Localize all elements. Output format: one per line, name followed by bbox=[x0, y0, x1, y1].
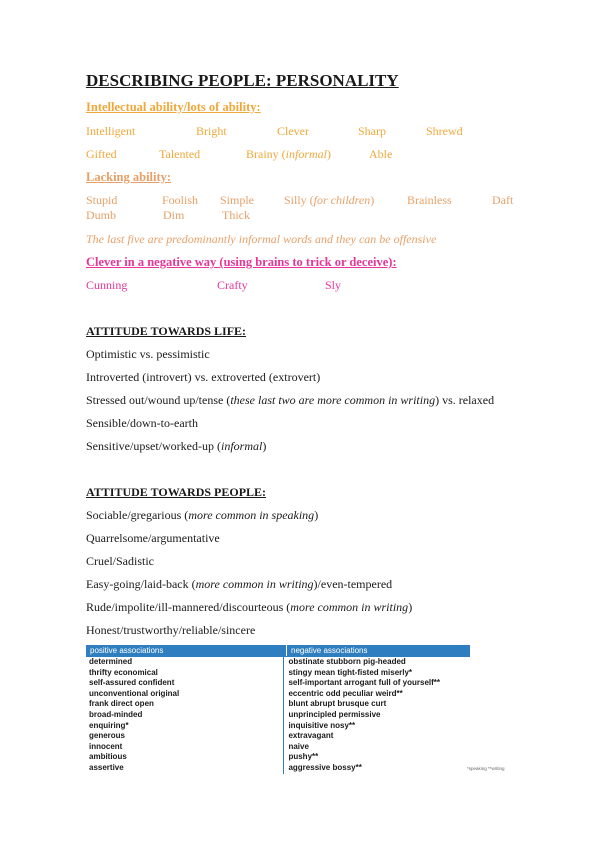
table-row: naive bbox=[288, 741, 309, 751]
positive-column bbox=[86, 657, 283, 774]
word-clever: Clever bbox=[277, 124, 309, 138]
table-row: eccentric odd peculiar weird** bbox=[288, 688, 403, 698]
table-row: aggressive bossy** bbox=[288, 762, 362, 772]
attitude-people-heading: ATTITUDE TOWARDS PEOPLE: bbox=[86, 485, 267, 499]
table-row: stingy mean tight-fisted miserly* bbox=[288, 667, 413, 677]
table-footnote: *speaking **writing bbox=[467, 766, 505, 771]
word-simple: Simple bbox=[220, 193, 255, 207]
word-dumb: Dumb bbox=[86, 208, 116, 222]
table-row: ambitious bbox=[89, 752, 127, 762]
attitude-life-heading: ATTITUDE TOWARDS LIFE: bbox=[86, 324, 247, 338]
word-sharp: Sharp bbox=[358, 124, 386, 138]
clever-negative-heading: Clever in a negative way (using brains to trick or deceive): bbox=[86, 255, 397, 269]
table-row: broad-minded bbox=[89, 709, 143, 719]
word-sly: Sly bbox=[325, 278, 342, 292]
word-daft: Daft bbox=[492, 193, 514, 207]
life-line-stressed: Stressed out/wound up/tense (these last two are more common in writing) vs. relaxed bbox=[86, 393, 495, 407]
word-shrewd: Shrewd bbox=[426, 124, 463, 138]
table-row: self-assured confident bbox=[89, 678, 175, 688]
intellectual-heading: Intellectual ability/lots of ability: bbox=[86, 100, 261, 114]
table-row: frank direct open bbox=[89, 699, 154, 709]
people-line-rude: Rude/impolite/ill-mannered/discourteous (more common in writing) bbox=[86, 600, 413, 614]
word-brainless: Brainless bbox=[407, 193, 452, 207]
word-thick: Thick bbox=[222, 208, 250, 222]
word-gifted: Gifted bbox=[86, 147, 117, 161]
people-line-sociable: Sociable/gregarious (more common in speaking) bbox=[86, 508, 319, 522]
word-bright: Bright bbox=[196, 124, 227, 138]
lacking-note: The last five are predominantly informal words and they can be offensive bbox=[86, 232, 437, 246]
table-row: extravagant bbox=[288, 731, 334, 741]
table-row: pushy** bbox=[288, 752, 319, 762]
people-line-quarrelsome: Quarrelsome/argumentative bbox=[86, 531, 220, 545]
table-row: unconventional original bbox=[89, 688, 180, 698]
table-row: unprincipled permissive bbox=[288, 709, 381, 719]
lacking-heading: Lacking ability: bbox=[86, 170, 172, 184]
word-stupid: Stupid bbox=[86, 193, 118, 207]
table-row: enquiring* bbox=[89, 720, 129, 730]
page-title: DESCRIBING PEOPLE: PERSONALITY bbox=[86, 71, 399, 90]
word-able: Able bbox=[369, 147, 393, 161]
table-row: innocent bbox=[89, 741, 123, 751]
table-row: thrifty economical bbox=[89, 667, 158, 677]
associations-table bbox=[86, 645, 470, 774]
people-line-honest: Honest/trustworthy/reliable/sincere bbox=[86, 623, 256, 637]
word-intelligent: Intelligent bbox=[86, 124, 136, 138]
life-line-introverted: Introverted (introvert) vs. extroverted (extrovert) bbox=[86, 370, 321, 384]
table-header bbox=[86, 645, 470, 656]
life-line-optimistic: Optimistic vs. pessimistic bbox=[86, 347, 210, 361]
table-row: obstinate stubborn pig-headed bbox=[288, 657, 406, 666]
word-dim: Dim bbox=[163, 208, 185, 222]
life-line-sensitive: Sensitive/upset/worked-up (informal) bbox=[86, 439, 267, 453]
people-line-easy-going: Easy-going/laid-back (more common in writing)/even-tempered bbox=[86, 577, 393, 591]
table-row: blunt abrupt brusque curt bbox=[288, 699, 387, 709]
life-line-sensible: Sensible/down-to-earth bbox=[86, 416, 198, 430]
table-row: self-important arrogant full of yourself** bbox=[288, 678, 441, 688]
table-row: generous bbox=[89, 731, 126, 741]
word-cunning: Cunning bbox=[86, 278, 128, 292]
table-row: inquisitive nosy** bbox=[288, 720, 356, 730]
word-silly: Silly (for children) bbox=[284, 193, 375, 207]
table-row: assertive bbox=[89, 762, 124, 772]
word-foolish: Foolish bbox=[162, 193, 199, 207]
header-negative: negative associations bbox=[291, 646, 368, 655]
word-crafty: Crafty bbox=[217, 278, 248, 292]
negative-column bbox=[283, 657, 470, 774]
word-brainy: Brainy (informal) bbox=[246, 147, 331, 161]
table-row: determined bbox=[89, 657, 133, 666]
header-positive: positive associations bbox=[86, 645, 287, 656]
people-line-cruel: Cruel/Sadistic bbox=[86, 554, 154, 568]
word-talented: Talented bbox=[159, 147, 201, 161]
